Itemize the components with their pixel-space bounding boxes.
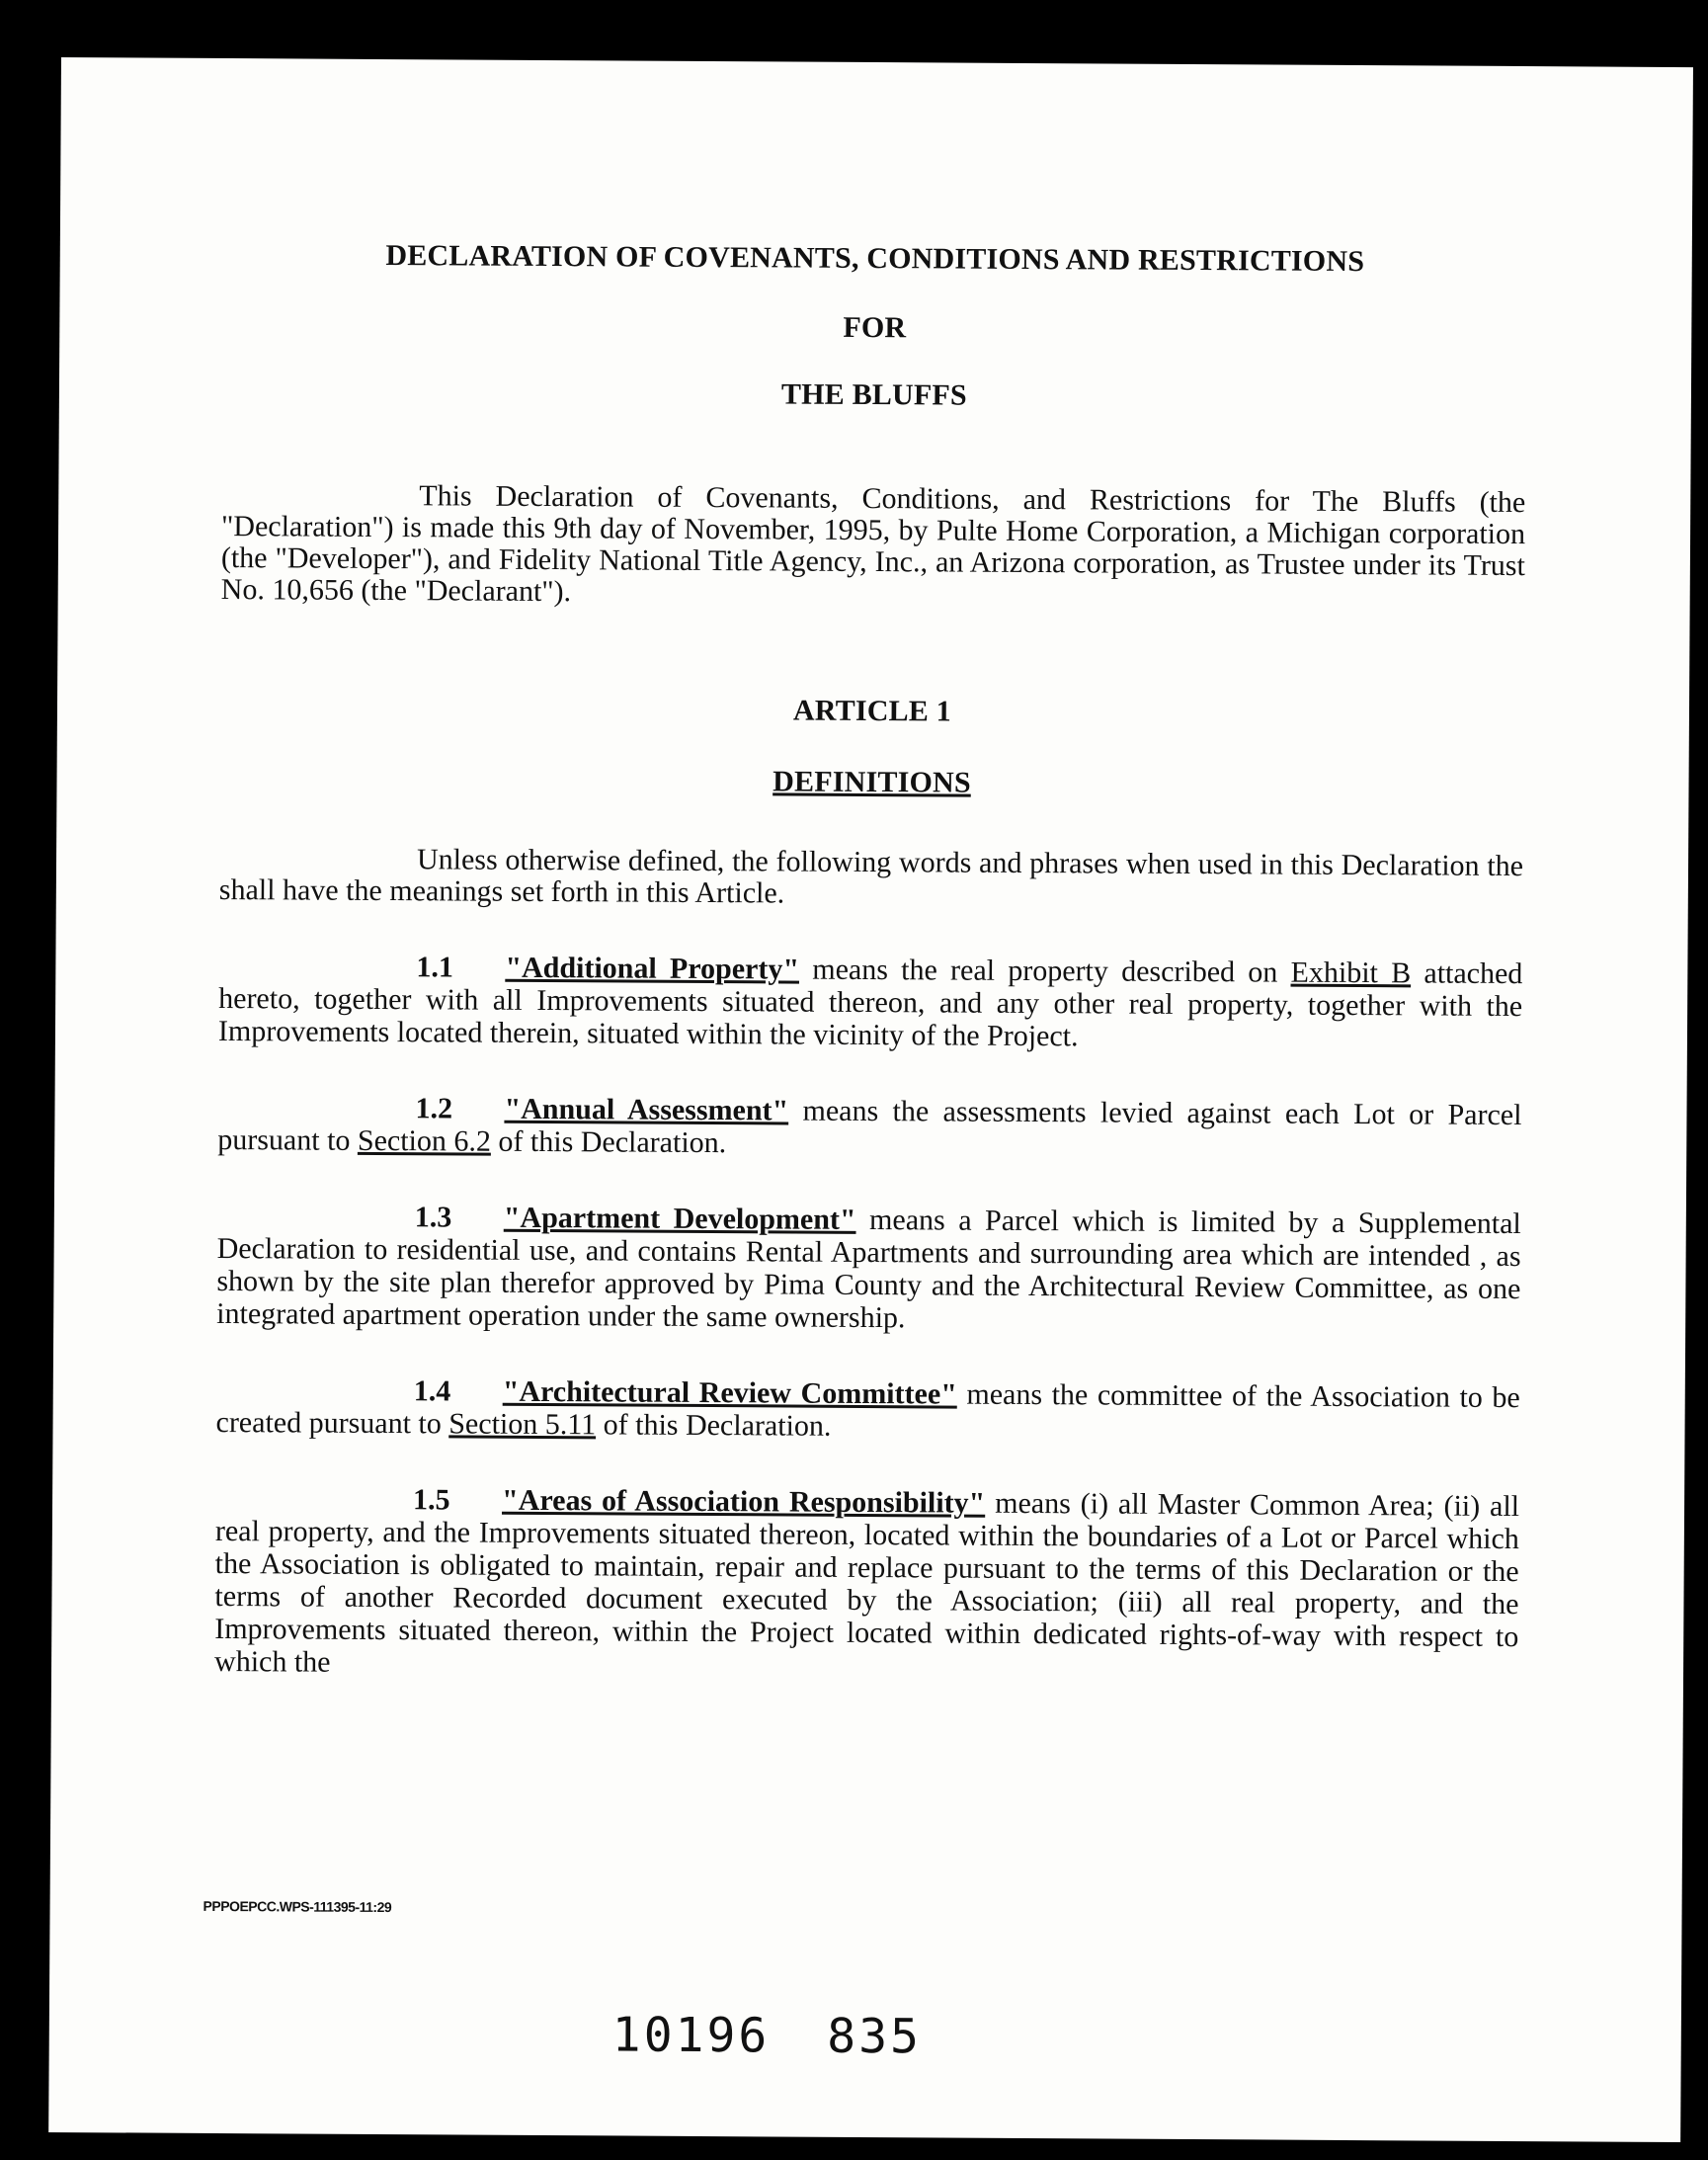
definition-number: 1.3 (414, 1201, 452, 1234)
definition-reference: Section 5.11 (448, 1407, 597, 1442)
document-file-code: PPPOEPCC.WPS-111395-11:29 (203, 1897, 392, 1916)
definition-term: "Annual Assessment" (504, 1092, 789, 1127)
document-title-project: THE BLUFFS (780, 377, 967, 412)
definition-text-continued: of this Declaration. (596, 1408, 832, 1443)
definition-reference: Section 6.2 (357, 1123, 492, 1158)
intro-paragraph: This Declaration of Covenants, Conditions, and Restrictions for The Bluffs (the "Declaration") is made this 9th day of November, 1995, by Pulte Home Corporation, a Michigan corporation (the "Developer"), and Fidelity National Title Agency, Inc., an Arizona corporation, as Trustee under its Trust No. 10,656 (the "Declarant"). (220, 479, 1526, 609)
definition-text-continued: of this Declaration. (490, 1124, 727, 1160)
definition-text: means a Parcel which is limited by a Supplemental Declaration to residential use, and contains Rental Apartments and surrounding area which are intended , as shown by the site plan therefor approved by Pima County and the Architectural Review Committee, as one integrated apartment operation under the same ownership. (216, 1203, 1521, 1335)
definition-number: 1.1 (416, 951, 453, 984)
definition-term: "Additional Property" (505, 951, 800, 986)
page-stamp-book: 10196 (611, 2007, 771, 2064)
article-title: DEFINITIONS (773, 765, 971, 799)
definition-term: "Areas of Association Responsibility" (501, 1483, 986, 1520)
definition-text: means the assessments levied against each Lot or Parcel pursuant to (217, 1094, 1522, 1157)
definition-text: means the committee of the Association to be created pursuant to (215, 1377, 1520, 1441)
definition-1-2 (217, 1091, 1521, 1164)
article-heading: ARTICLE 1 (792, 694, 952, 728)
definitions-preamble: Unless otherwise defined, the following words and phrases when used in this Declaration the shall have the meanings set forth in this Article. (218, 843, 1524, 910)
definition-number: 1.5 (412, 1483, 450, 1517)
definition-1-3 (216, 1200, 1521, 1338)
definition-text: means (i) all Master Common Area; (ii) all real property, and the Improvements situated thereon, located within the boundaries of a Lot or Parcel which the Association is obligated to maintain, repair and replace pursuant to the terms of this Declaration or the terms of another Recorded document executed by the Association; (iii) all real property, and the Improvements situated thereon, within the Project located within dedicated rights-of-way with respect to which the (213, 1486, 1520, 1679)
definition-reference: Exhibit B (1290, 955, 1412, 990)
document-page (48, 57, 1693, 2142)
page-stamp-page: 835 (827, 2008, 923, 2065)
definition-1-1 (218, 950, 1523, 1055)
document-body (214, 177, 1527, 1715)
definition-term: "Apartment Development" (503, 1201, 856, 1236)
definition-term: "Architectural Review Committee" (502, 1374, 957, 1411)
definition-text-continued: attached hereto, together with all Improvements situated thereon, and any other real property, together with the Improvements located therein, situated within the vicinity of the Project. (217, 956, 1523, 1053)
page-stamp (612, 2007, 923, 2064)
definition-text: means the real property described on (798, 953, 1291, 989)
document-title-for: FOR (843, 310, 907, 345)
definition-number: 1.4 (413, 1374, 451, 1408)
definition-1-4 (215, 1373, 1519, 1447)
definition-1-5 (214, 1482, 1519, 1686)
definition-number: 1.2 (415, 1092, 453, 1125)
document-title: DECLARATION OF COVENANTS, CONDITIONS AND RESTRICTIONS (385, 239, 1365, 279)
